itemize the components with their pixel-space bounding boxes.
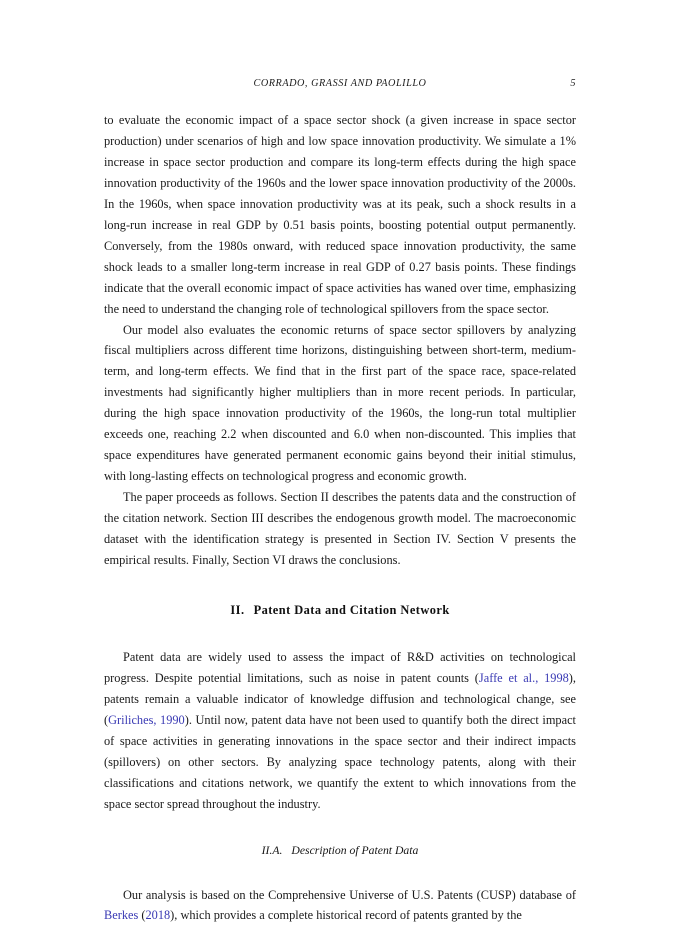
text-run-1: Patent data are widely used to assess the impact of R&D activities on technological progress. Despite potential limitations, such as noise in patent counts (: [104, 650, 576, 685]
subsection-number: II.A.: [262, 844, 283, 857]
running-head-title: CORRADO, GRASSI AND PAOLILLO: [104, 78, 576, 89]
body-text: [104, 110, 576, 926]
citation-link-griliches[interactable]: Griliches, 1990: [108, 713, 185, 727]
paragraph-patent-data: [104, 647, 576, 815]
spacer-after-subsection-heading: [104, 862, 576, 885]
text-run-5: (: [138, 908, 145, 922]
subsection-heading: [104, 841, 576, 862]
spacer-before-section-heading: [104, 571, 576, 600]
section-title: Patent Data and Citation Network: [254, 603, 450, 617]
text-run-3: ). Until now, patent data have not been used to quantify both the direct impact of space activities in generating innovations in the space sector and their indirect impacts (spillovers) on other sectors. By analyzing space technology patents, along with their classifications and citations network, we quantify the extent to which innovations from the space sector spread throughout the industry.: [104, 713, 576, 811]
paragraph-cusp-database: [104, 885, 576, 926]
paragraph-continuation: to evaluate the economic impact of a space sector shock (a given increase in space sector production) under scenarios of high and low space innovation productivity. We simulate a 1% increase in space sector production and compare its long-term effects during the high space innovation productivity of the 1960s and the lower space innovation productivity of the 2000s. In the 1960s, when space innovation productivity was at its peak, such a shock results in a long-run increase in real GDP by 0.51 basis points, boosting potential output permanently. Conversely, from the 1980s onward, with reduced space innovation productivity, the same shock leads to a smaller long-term increase in real GDP of 0.27 basis points. These findings indicate that the overall economic impact of space activities has waned over time, emphasizing the need to understand the changing role of technological spillovers from the space sector.: [104, 110, 576, 320]
page-number: 5: [570, 78, 576, 89]
text-run-6: ), which provides a complete historical record of patents granted by the: [170, 908, 522, 922]
paragraph-roadmap: The paper proceeds as follows. Section II describes the patents data and the construction of the citation network. Section III describes the endogenous growth model. The macroeconomic dataset with the identification strategy is presented in Section IV. Section V presents the empirical results. Finally, Section VI draws the conclusions.: [104, 487, 576, 571]
spacer-after-section-heading: [104, 621, 576, 647]
citation-link-berkes-year[interactable]: 2018: [145, 908, 170, 922]
subsection-title: Description of Patent Data: [291, 844, 418, 857]
section-number: II.: [230, 603, 244, 617]
paragraph-multipliers: Our model also evaluates the economic returns of space sector spillovers by analyzing fiscal multipliers across different time horizons, distinguishing between short-term, medium-term, and long-term effects. We find that in the first part of the space race, space-related investments had significantly higher multipliers than in more recent periods. In particular, during the high space innovation productivity of the 1960s, the long-run total multiplier exceeds one, reaching 2.2 when discounted and 6.0 when non-discounted. This implies that space expenditures have generated permanent economic gains beyond their initial stimulus, with long-lasting effects on technological progress and economic growth.: [104, 320, 576, 488]
page-content: [104, 78, 576, 926]
citation-link-jaffe[interactable]: Jaffe et al., 1998: [479, 671, 569, 685]
spacer-before-subsection-heading: [104, 815, 576, 841]
section-heading: [104, 600, 576, 621]
running-head: [104, 78, 576, 96]
text-run-2: ), patents remain a valuable indicator of knowledge diffusion and technological change, see (: [104, 671, 576, 727]
citation-link-berkes-author[interactable]: Berkes: [104, 908, 138, 922]
text-run-4: Our analysis is based on the Comprehensive Universe of U.S. Patents (CUSP) database of: [123, 888, 576, 902]
